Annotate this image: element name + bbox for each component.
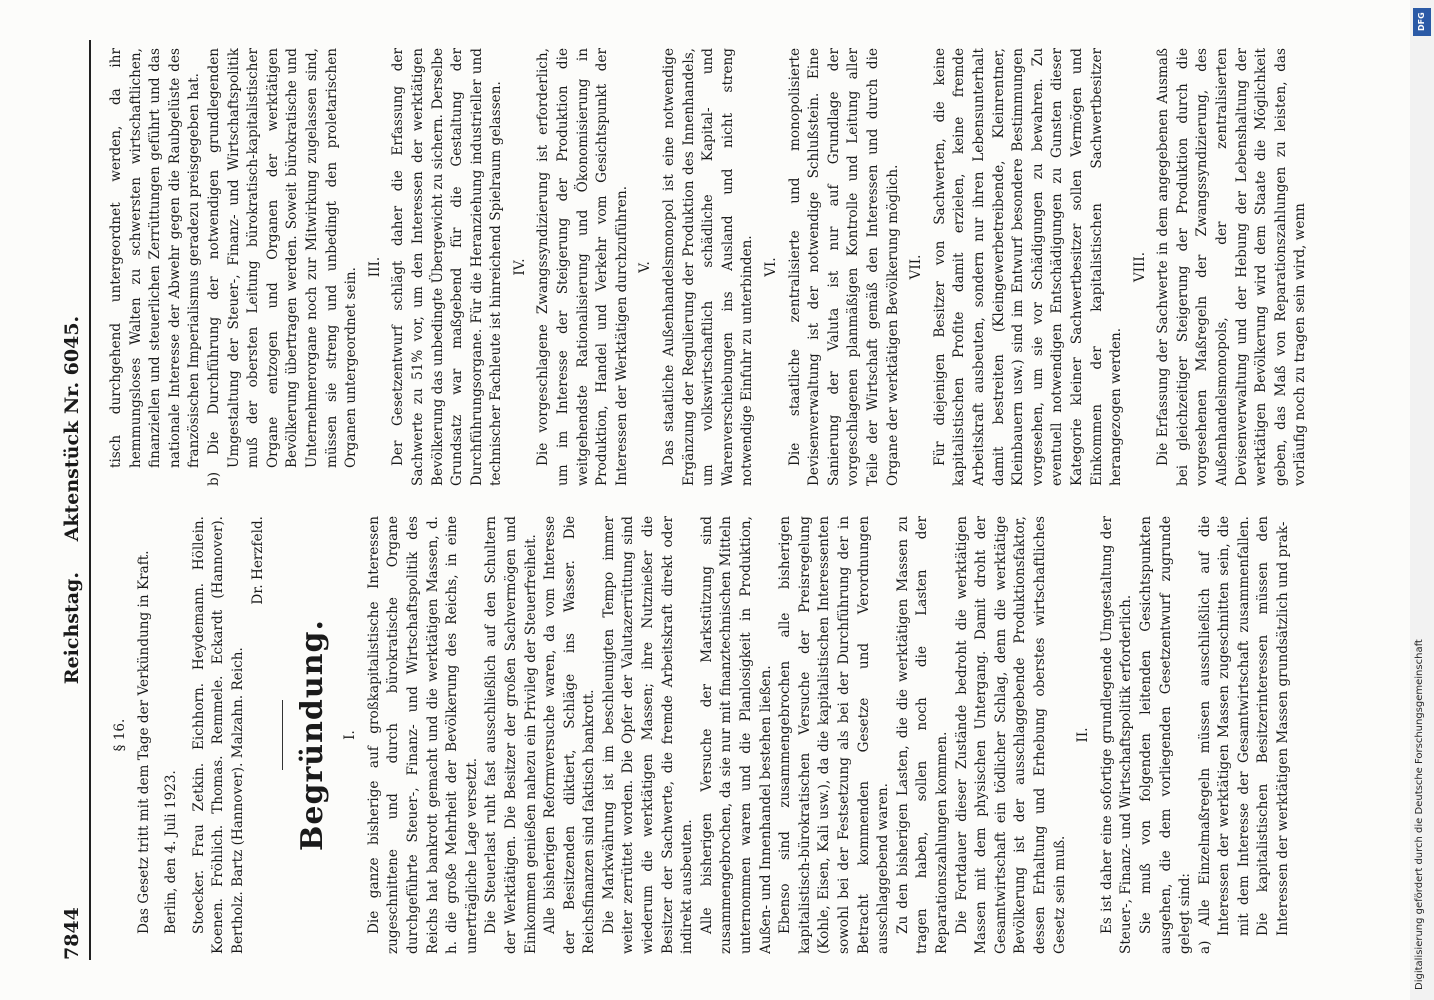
page-number: 7844: [61, 907, 83, 960]
para-IV-1: Die vorgeschlagene Zwangssyndizierung ist erforderlich, um im Interesse der Steigerung der Produktion die weitgehendste Rationalisierung und Ökonomisierung in Produktion, Handel und Verkehr vom Gesichtspunkt der Interessen der Werktätigen durchzuführen.: [535, 48, 630, 486]
signatory-last: Dr. Herzfeld.: [249, 516, 266, 605]
right-column: [107, 48, 1377, 486]
heading-I: I.: [342, 730, 359, 740]
dfg-logo: DFG: [1413, 8, 1431, 36]
heading-IV: IV.: [511, 258, 528, 276]
para-I-7: Zu den bisherigen Lasten, die die werktätigen Massen zu tragen haben, sollen noch die Lasten der Reparationszahlungen kommen.: [894, 516, 950, 954]
para-II-b: b) Die Durchführung der notwendigen grundlegenden Umgestaltung der Steuer-, Finanz- und Wirtschaftspolitik muß der obersten Leitung bürokratisch-kapitalistischer Organe entzogen und Organen der werktätigen Bevölkerung übertragen werden. Soweit bürokratische und Unternehmerorgane noch zur Mitwirkung zugelassen sind, müssen sie streng und unbedingt den proletarischen Organen untergeordnet sein.: [205, 48, 360, 486]
heading-III: III.: [366, 256, 383, 278]
header-reichstag: Reichstag.: [61, 572, 83, 685]
page-header: [49, 40, 91, 960]
para-I-3: Alle bisherigen Reformversuche waren, da vom Interesse der Besitzenden diktiert, Schläge ins Wasser. Die Reichsfinanzen sind faktisch bankrott.: [542, 516, 598, 954]
running-title: [61, 40, 83, 960]
para-I-8: Die Fortdauer dieser Zustände bedroht die werktätigen Massen mit dem physischen Untergang. Damit droht der Gesamtwirtschaft ein tödlicher Schlag, denn die werktätige Bevölkerung ist der ausschlaggebende Produktionsfaktor, dessen Erhaltung und Erhebung oberstes wirtschaftliches Gesetz sein muß.: [953, 516, 1068, 954]
para-VII-1: Für diejenigen Besitzer von Sachwerten, die keine kapitalistischen Profite damit erzielen, keine fremde Arbeitskraft ausbeuten, sondern nur ihren Lebensunterhalt damit bestreiten (Kleingewerbetreibende, Kleinrentner, Kleinbauern usw.) sind im Entwurf besondere Bestimmungen vorgesehen, um sie vor Schädigungen zu bewahren. Zu eventuell notwendigen Entschädigungen zu Gunsten dieser Kategorie kleiner Sachwertbesitzer sollen Vermögen und Einkommen der kapitalistischen Sachwertbesitzer herangezogen werden.: [931, 48, 1125, 486]
place-date: Berlin, den 4. Juli 1923.: [163, 770, 180, 934]
heading-VIII: VIII.: [1131, 251, 1148, 283]
heading-V: V.: [637, 261, 654, 273]
para-III-1: Der Gesetzentwurf schlägt daher die Erfassung der Sachwerte zu 51% vor, um den Interessen der werktätigen Bevölkerung das unbedingte Übergewicht zu sichern. Derselbe Grundsatz war maßgebend für die Gestaltung der Durchführungsorgane. Für die Heranziehung industrieller und technischer Fachleute ist hinreichend Spielraum gelassen.: [390, 48, 505, 486]
left-column: [107, 516, 1377, 954]
para-I-4: Die Markwährung ist im beschleunigten Tempo immer weiter zerrüttet worden. Die Opfer der Valutazerrüttung sind wiederum die werktätigen Massen; ihre Nutznießer die Besitzer der Sachwerte, die fremde Arbeitskraft direkt oder indirekt ausbeuten.: [600, 516, 696, 954]
heading-VII: VII.: [908, 254, 925, 280]
heading-II: II.: [1075, 727, 1092, 743]
header-aktenstueck: Aktenstück Nr. 6045.: [61, 315, 83, 542]
para-I-6: Ebenso sind zusammengebrochen alle bisherigen kapitalistisch-bürokratischen Versuche der Preisregelung (Kohle, Eisen, Kali usw.), da die kapitalistischen Interessenten sowohl bei der Festsetzung als bei der Durchführung der in Betracht kommenden Gesetze und Verordnungen ausschlaggebend waren.: [777, 516, 892, 954]
para-VIII-1: Die Erfassung der Sachwerte in dem angegebenen Ausmaß bei gleichzeitiger Steigerung der Produktion durch die vorgesehenen Maßregeln der Zwangssyndizierung, des Außenhandelsmonopols, der zentralisierten Devisenverwaltung und der Hebung der Lebenshaltung der werktätigen Bevölkerung wird dem Staate die Möglichkeit geben, das Maß von Reparationszahlungen zu leisten, das vorläufig noch zu tragen sein wird, wenn: [1155, 48, 1309, 486]
begruendung-title: Begründung.: [295, 619, 331, 851]
para-I-1: Die ganze bisherige auf großkapitalistische Interessen zugeschnittene und durch bürokratische Organe durchgeführte Steuer-, Finanz- und Wirtschaftspolitik des Reichs hat bankrott gemacht und die werktätigen Massen, d. h. die große Mehrheit der Bevölkerung des Reichs, in eine unerträgliche Lage versetzt.: [365, 516, 480, 954]
rotated-document-page: [15, 20, 1395, 980]
para-VI-1: Die staatliche zentralisierte und monopolisierte Devisenverwaltung ist der notwendige Schlußstein. Eine Sanierung der Valuta ist nur auf Grundlage der vorgeschlagenen planmäßigen Kontrolle und Leitung aller Teile der Wirtschaft gemäß den Interessen und durch die Organe der werktätigen Bevölkerung möglich.: [786, 48, 901, 486]
section-text: Das Gesetz tritt mit dem Tage der Verkündung in Kraft.: [135, 550, 152, 934]
digitization-note: Digitalisierung gefördert durch die Deutsche Forschungsgemeinschaft: [1414, 639, 1425, 990]
para-V-1: Das staatliche Außenhandelsmonopol ist eine notwendige Ergänzung der Regulierung der Produktion des Innenhandels, um volkswirtschaftlich schädliche Kapital- und Warenverschiebungen ins Ausland und nicht streng notwendige Einfuhr zu unterbinden.: [661, 48, 756, 486]
para-II-a-continued: tisch durchgehend untergeordnet werden, da ihr hemmungsloses Walten zu schwersten wirtschaftlichen, finanziellen und steuerlichen Zerrüttungen geführt und das nationale Interesse der Abwehr gegen die Raubgelüste des französischen Imperialismus geradezu preisgegeben hat.: [108, 48, 203, 468]
divider-rule: [282, 700, 283, 770]
para-II-a: a) Alle Einzelmaßregeln müssen ausschließlich auf die Interessen der werktätigen Massen zugeschnitten sein, die mit dem Interesse der Gesamtwirtschaft zusammenfallen. Die kapitalistischen Besitzerinteressen müssen den Interessen der werktätigen Massen grundsätzlich und prak-: [1196, 516, 1292, 954]
para-I-5: Alle bisherigen Versuche der Markstützung sind zusammengebrochen, da sie nur mit finanztechnischen Mitteln unternommen waren und die Planlosigkeit in Produktion, Außen- und Innenhandel bestehen ließen.: [698, 516, 774, 954]
para-I-2: Die Steuerlast ruht fast ausschließlich auf den Schultern der Werktätigen. Die Besitzer der großen Sachvermögen und Einkommen genießen nahezu ein Privileg der Steuerfreiheit.: [483, 516, 539, 954]
signatories: Stoecker. Frau Zetkin. Eichhorn. Heydemann. Höllein. Koenen. Fröhlich. Thomas. Remmele. Eckardt (Hannover). Bertholz. Bartz (Hannover). Malzahn. Reich.: [190, 516, 246, 954]
section-number: § 16.: [112, 718, 128, 752]
para-II-2: Sie muß von folgenden leitenden Gesichtspunkten ausgehen, die dem vorliegenden Gesetzentwurf zugrunde gelegt sind:: [1137, 516, 1194, 954]
para-II-1: Es ist daher eine sofortige grundlegende Umgestaltung der Steuer-, Finanz- und Wirtschaftspolitik erforderlich.: [1098, 516, 1135, 954]
heading-VI: VI.: [763, 257, 779, 277]
